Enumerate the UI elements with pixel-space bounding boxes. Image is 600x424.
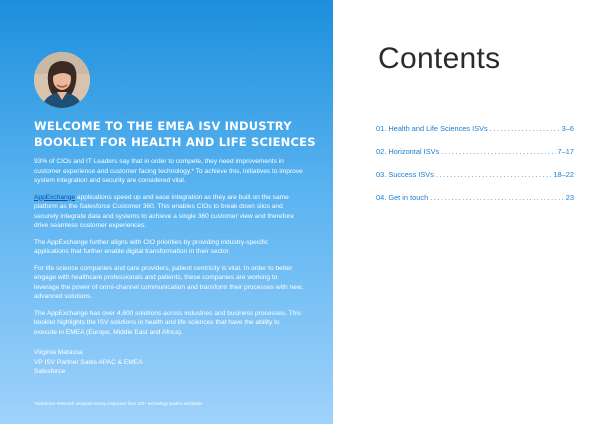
- toc-item-label: 04. Get in touch: [376, 193, 429, 202]
- toc-item-label: 02. Horizontal ISVs: [376, 147, 440, 156]
- solutions-paragraph: The AppExchange has over 4,600 solutions across industries and business processes. This booklet highlights the ISV solutions in health and life sciences that have the ability to execute in EMEA (Europe, Middle East and Africa).: [34, 309, 302, 336]
- toc-dot-leader: [441, 147, 555, 156]
- toc-item-pages: 3–6: [561, 124, 574, 133]
- footnote: *Salesforce Research analysed survey responses from 100+ technology leaders worldwide: [34, 401, 203, 406]
- toc-item-label: 03. Success ISVs: [376, 170, 434, 179]
- author-photo: [34, 52, 90, 108]
- signature-name: Virginia Matassa: [34, 349, 83, 356]
- toc-dot-leader: [436, 170, 552, 179]
- welcome-headline: WELCOME TO THE EMEA ISV INDUSTRY BOOKLET FOR HEALTH AND LIFE SCIENCES: [34, 119, 316, 149]
- toc-dot-leader: [430, 193, 564, 202]
- patient-centricity-paragraph: For life science companies and care providers, patient centricity is vital. In order to better engage with healthcare professionals and patients, these companies are working to leverage the power of omni-channel communication and transform their processes with new, advanced solutions.: [34, 264, 304, 300]
- toc-item-success[interactable]: [376, 170, 574, 179]
- toc-item-horizontal[interactable]: [376, 147, 574, 156]
- appexchange-paragraph-text: applications speed up and ease integration as they are built on the same platform as the Salesforce Customer 360. This enables CIOs to break down silos and securely integrate data and systems to achieve a single 360 customer view and therefore drive seamless customer experiences.: [34, 193, 294, 229]
- welcome-body: [34, 157, 304, 377]
- toc-item-label: 01. Health and Life Sciences ISVs: [376, 124, 488, 133]
- signature-role: VP ISV Partner Sales APAC & EMEA: [34, 358, 143, 366]
- toc-item-pages: 7–17: [557, 147, 574, 156]
- toc-item-pages: 23: [565, 193, 574, 202]
- cio-priorities-paragraph: The AppExchange further aligns with CIO priorities by providing industry-specific applications that further enable digital transformation in their sector.: [34, 238, 269, 255]
- intro-paragraph: 93% of CIOs and IT Leaders say that in order to compete, they need improvements in customer experience and customer facing technology.* To achieve this, initiatives to improve system integration and security are considered vital.: [34, 158, 303, 184]
- appexchange-paragraph: [34, 193, 304, 231]
- appexchange-link[interactable]: AppExchange: [34, 193, 76, 201]
- contents-title: Contents: [378, 42, 501, 75]
- contents-panel: [333, 0, 600, 424]
- signature-company: Salesforce: [34, 368, 66, 375]
- signature-block: [34, 348, 304, 377]
- toc-item-pages: 18–22: [553, 170, 574, 179]
- toc-item-get-in-touch[interactable]: [376, 193, 574, 202]
- toc-item-health-life-sciences[interactable]: [376, 124, 574, 133]
- toc-dot-leader: [490, 124, 560, 133]
